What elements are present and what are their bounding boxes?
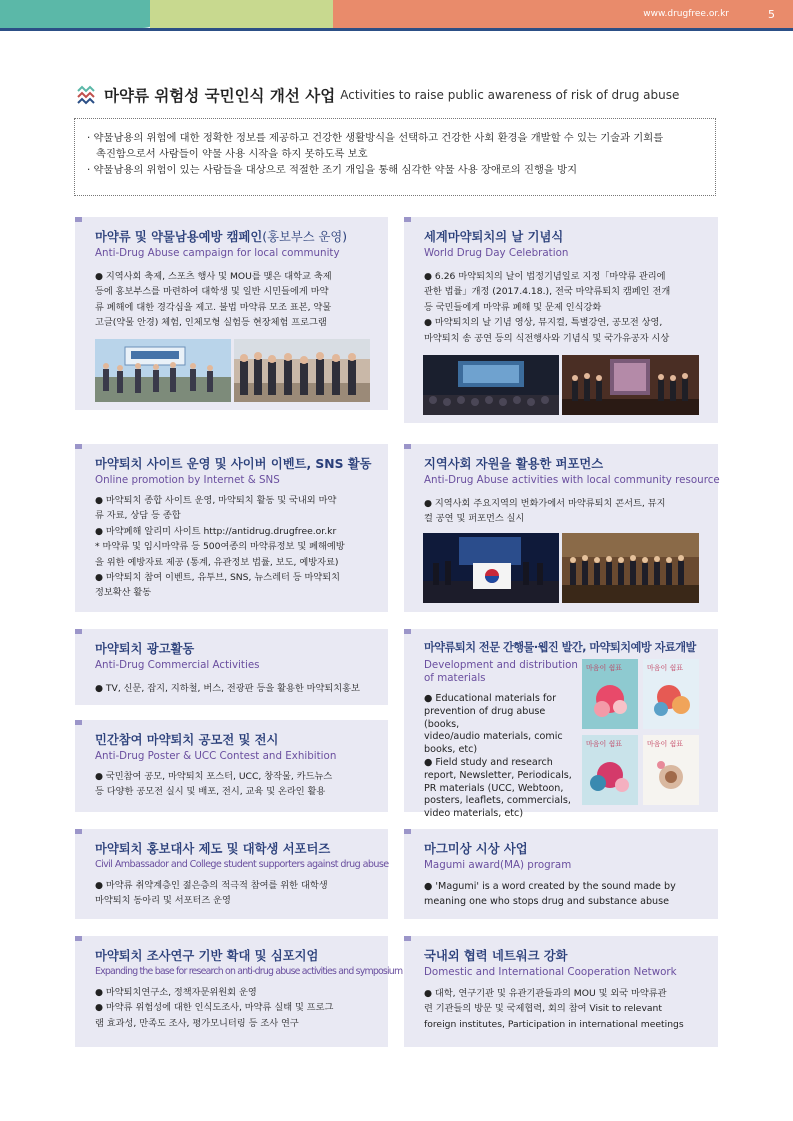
intro-line: · 약물남용의 위험이 있는 사람들을 대상으로 적절한 조기 개입을 통해 심각한 약물 사용 장애로의 진행을 방지 — [87, 164, 578, 176]
card-ambassador-supporters — [75, 829, 388, 919]
card-subtitle: Online promotion by Internet & SNS — [95, 474, 280, 486]
section-title — [76, 84, 679, 106]
card-title: 마약퇴치 광고활동 — [95, 642, 195, 656]
card-body: ● 마약퇴치연구소, 정책자문위원회 운영 ● 마약류 위험성에 대한 인식도조사, 마약류 실태 및 프로그 램 효과성, 만족도 조사, 평가모니터링 등 조사 연구 — [95, 987, 334, 1029]
card-subtitle: Anti-Drug Poster & UCC Contest and Exhibition — [95, 750, 337, 762]
section-title-en: Activities to raise public awareness of risk of drug abuse — [340, 88, 680, 102]
ceremony-stage-photo — [562, 355, 699, 415]
section-marker-icon — [76, 85, 96, 105]
card-magumi-award — [404, 829, 718, 919]
card-subtitle: Expanding the base for research on anti-drug abuse activities and symposium — [95, 966, 403, 977]
card-subtitle: Civil Ambassador and College student supporters against drug abuse — [95, 859, 389, 870]
card-body: ● 대학, 연구기관 및 유관기관들과의 MOU 및 외국 마약류관 련 기관들의 방문 및 국제협력, 회의 참여 Visit to relevant foreign institutes, Participation in international meetings — [424, 988, 684, 1030]
card-body: ● Educational materials for prevention of drug abuse (books, video/audio materials, comic books, etc) ● Field study and research report, Newsletter, Periodicals, PR materials (UCC, Webtoon, posters, leaflets, commercials, video materials, etc) — [424, 693, 572, 820]
card-commercial-activities — [75, 629, 388, 705]
campaign-booth-photo — [95, 339, 231, 402]
musical-stage-photo — [562, 533, 699, 603]
magazine-cover: 마음이 쉼표 — [643, 659, 699, 729]
card-body: ● 지역사회 축제, 스포츠 행사 및 MOU를 맺은 대학교 축제 등에 홍보부스를 마련하여 대학생 및 일반 시민들에게 마약 류 폐해에 대한 경각심을 제고. 불법 마약류 모조 표본, 약물 고글(약물 안경) 체험, 인체모형 실험등 현장체험 프로그램 — [95, 271, 332, 329]
card-title: 민간참여 마약퇴치 공모전 및 전시 — [95, 733, 279, 747]
magazine-cover: 마음이 쉼표 — [582, 659, 638, 729]
top-divider — [0, 28, 793, 31]
card-subtitle: Magumi award(MA) program — [424, 859, 572, 871]
card-subtitle: Anti-Drug Abuse campaign for local community — [95, 247, 340, 259]
card-title: 국내외 협력 네트워크 강화 — [424, 949, 568, 963]
card-cooperation-network — [404, 936, 718, 1047]
card-body: ● TV, 신문, 잡지, 지하철, 버스, 전광판 등을 활용한 마약퇴치홍보 — [95, 683, 360, 694]
card-body: ● 마약퇴치 종합 사이트 운영, 마약퇴치 활동 및 국내외 마약 류 자료, 상담 등 종합 ● 마약폐해 알리미 사이트 http://antidrug.drugfree.or.kr * 마약류 및 임시마약류 등 500여종의 마약류정보 및 폐해예방 을 위한 예방자료 제공 (통계, 유관정보 법률, 보도, 예방자료) ● 마약퇴치 참여 이벤트, 유투브, SNS, 뉴스레터 등 마약퇴치 정보확산 활동 — [95, 495, 345, 599]
section-title-kr: 마약류 위험성 국민인식 개선 사업 — [104, 87, 336, 105]
card-subtitle: World Drug Day Celebration — [424, 247, 569, 259]
ceremony-hall-photo — [423, 355, 559, 415]
card-subtitle: Anti-Drug Abuse activities with local community resource — [424, 474, 720, 486]
campaign-crowd-photo — [234, 339, 370, 402]
magazine-covers — [582, 659, 700, 807]
card-title: 마약퇴치 사이트 운영 및 사이버 이벤트, SNS 활동 — [95, 457, 372, 471]
card-title: 마약류퇴치 전문 간행물·웹진 발간, 마약퇴치예방 자료개발 — [424, 641, 696, 654]
card-title: 마약류 및 약물남용예방 캠페인(홍보부스 운영) — [95, 230, 348, 244]
site-url[interactable]: www.drugfree.or.kr — [643, 9, 729, 19]
card-title: 세계마약퇴치의 날 기념식 — [424, 230, 564, 244]
magazine-cover: 마음이 쉼표 — [582, 735, 638, 805]
card-body: ● 지역사회 주요지역의 번화가에서 마약류퇴치 콘서트, 뮤지 컬 공연 및 퍼포먼스 실시 — [424, 498, 666, 525]
intro-box — [74, 118, 716, 196]
card-body: ● 마약류 취약계층인 젊은층의 적극적 참여를 위한 대학생 마약퇴치 동아리 및 서포터즈 운영 — [95, 880, 328, 907]
card-poster-ucc-contest — [75, 720, 388, 812]
page-number: 5 — [768, 8, 775, 21]
concert-flag-photo — [423, 533, 559, 603]
card-subtitle: Domestic and International Cooperation Network — [424, 966, 677, 978]
card-title: 마약퇴치 홍보대사 제도 및 대학생 서포터즈 — [95, 842, 331, 856]
intro-line: 촉진함으로서 사람들이 약물 사용 시작을 하지 못하도록 보호 — [96, 148, 368, 160]
card-title: 지역사회 자원을 활용한 퍼포먼스 — [424, 457, 604, 471]
card-subtitle: Development and distribution — [424, 659, 578, 671]
card-research-symposium — [75, 936, 403, 1047]
magazine-cover: 마음이 쉼표 — [643, 735, 699, 805]
card-online-promotion — [75, 444, 388, 612]
intro-line: · 약물남용의 위험에 대한 정확한 정보를 제공하고 건강한 생활방식을 선택하고 건강한 사회 환경을 개발할 수 있는 기술과 기회를 — [87, 132, 664, 144]
card-title: 마그미상 시상 사업 — [424, 842, 528, 856]
card-subtitle: Anti-Drug Commercial Activities — [95, 659, 260, 671]
card-subtitle: of materials — [424, 672, 486, 684]
card-title: 마약퇴치 조사연구 기반 확대 및 심포지엄 — [95, 949, 319, 963]
card-body: ● 'Magumi' is a word created by the sound made by meaning one who stops drug and substance abuse — [424, 881, 676, 908]
card-body: ● 6.26 마약퇴치의 날이 법정기념일로 지정「마약류 관리에 관한 법률」개정 (2017.4.18.), 전국 마약류퇴치 캠페인 전개 등 국민들에게 마약류 폐해 및 문제 인식강화 ● 마약퇴치의 날 기념 영상, 뮤지컬, 특별강연, 공모전 상영, 마약퇴치 송 공연 등의 식전행사와 기념식 및 국가유공자 시상 — [424, 271, 671, 344]
card-body: ● 국민참여 공모, 마약퇴치 포스터, UCC, 창작물, 카드뉴스 등 다양한 공모전 실시 및 배포, 전시, 교육 및 온라인 활용 — [95, 771, 333, 798]
